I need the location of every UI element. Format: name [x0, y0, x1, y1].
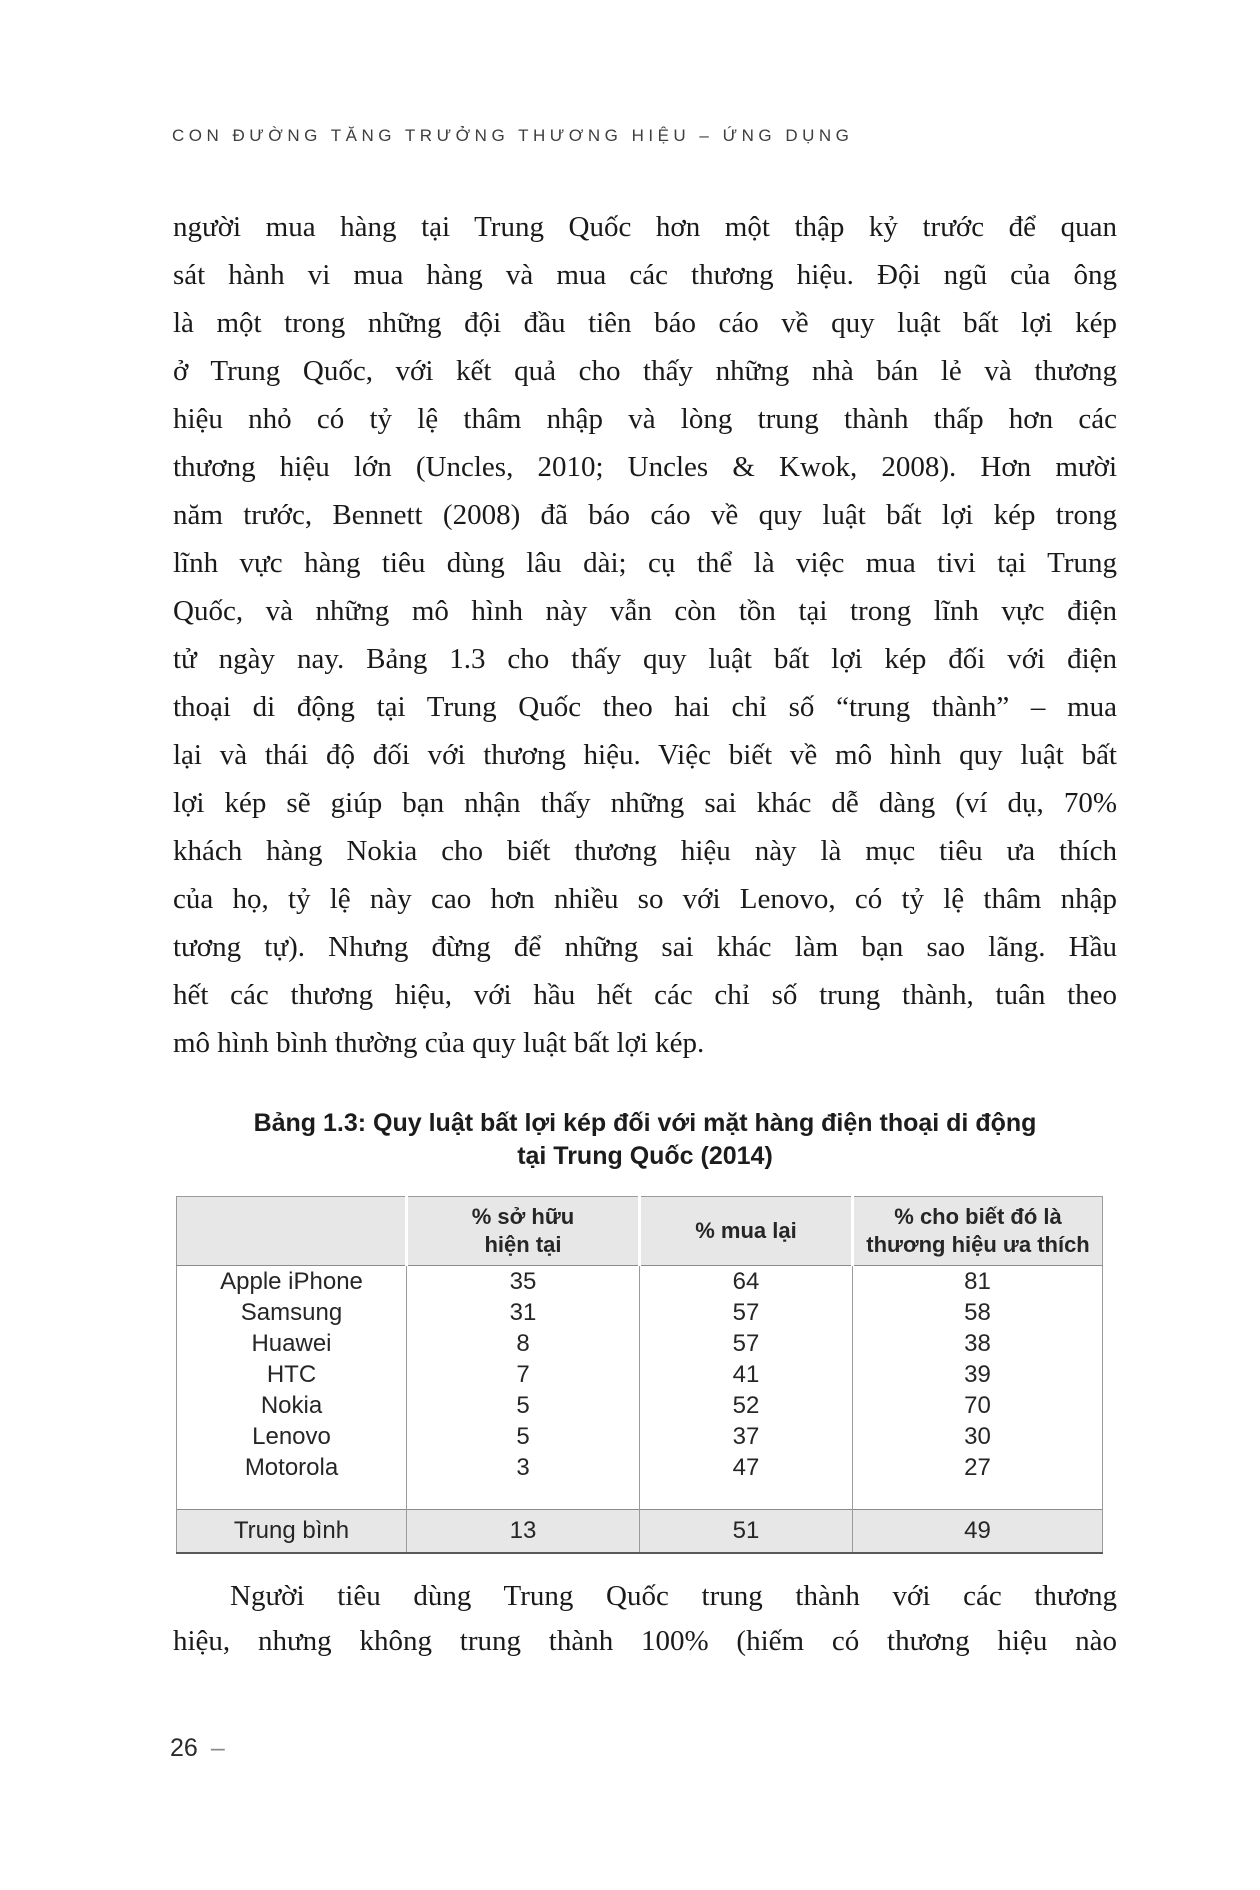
page-footer: [170, 1734, 225, 1763]
summary-repurchase-cell: 51: [640, 1510, 853, 1554]
caption-line-1: Bảng 1.3: Quy luật bất lợi kép đối với mặt hàng điện thoại di động: [253, 1109, 1037, 1137]
data-table-wrapper: [176, 1196, 1103, 1554]
ownership-value-cell: 5: [407, 1390, 640, 1421]
paragraph-line: lại và thái độ đối với thương hiệu. Việc biết về mô hình quy luật bất: [173, 739, 1117, 771]
brand-cell: Lenovo: [177, 1421, 407, 1452]
table-row: [177, 1328, 1103, 1359]
summary-favorite-cell: 49: [853, 1510, 1103, 1554]
table-row: [177, 1390, 1103, 1421]
header-favorite-line1: % cho biết đó là: [894, 1204, 1062, 1229]
table-footer-section: [177, 1483, 1103, 1553]
favorite-value-cell: 27: [853, 1452, 1103, 1483]
ownership-value-cell: 31: [407, 1297, 640, 1328]
paragraph-line: của họ, tỷ lệ này cao hơn nhiều so với Lenovo, có tỷ lệ thâm nhập: [173, 883, 1117, 915]
table-row: [177, 1421, 1103, 1452]
paragraph-line: lĩnh vực hàng tiêu dùng lâu dài; cụ thể là việc mua tivi tại Trung: [173, 547, 1117, 579]
header-repurchase-cell: [640, 1197, 853, 1266]
favorite-value-cell: 30: [853, 1421, 1103, 1452]
repurchase-value-cell: 57: [640, 1328, 853, 1359]
ownership-value-cell: 7: [407, 1359, 640, 1390]
paragraph-line: là một trong những đội đầu tiên báo cáo về quy luật bất lợi kép: [173, 307, 1117, 339]
brand-cell: HTC: [177, 1359, 407, 1390]
paragraph-line: lợi kép sẽ giúp bạn nhận thấy những sai khác dễ dàng (ví dụ, 70%: [173, 787, 1117, 819]
page-number-dash: –: [210, 1734, 225, 1762]
table-header-row: [177, 1197, 1103, 1266]
summary-ownership-cell: 13: [407, 1510, 640, 1554]
paragraph-line: hiệu, nhưng không trung thành 100% (hiếm có thương hiệu nào: [173, 1625, 1117, 1657]
running-header: CON ĐƯỜNG TĂNG TRƯỞNG THƯƠNG HIỆU – ỨNG DỤNG: [172, 126, 854, 145]
ownership-value-cell: 5: [407, 1421, 640, 1452]
paragraph-line: mô hình bình thường của quy luật bất lợi kép.: [173, 1027, 705, 1059]
table-caption: [173, 1107, 1117, 1173]
paragraph-line: tương tự). Nhưng đừng để những sai khác làm bạn sao lãng. Hầu: [173, 931, 1117, 963]
table-row: [177, 1297, 1103, 1328]
paragraph-line: Người tiêu dùng Trung Quốc trung thành với các thương: [230, 1580, 1117, 1612]
header-favorite-cell: [853, 1197, 1103, 1266]
brand-cell: Motorola: [177, 1452, 407, 1483]
data-table: [176, 1196, 1103, 1554]
page-number: 26: [170, 1734, 198, 1762]
favorite-value-cell: 38: [853, 1328, 1103, 1359]
paragraph-line: ở Trung Quốc, với kết quả cho thấy những nhà bán lẻ và thương: [173, 355, 1117, 387]
favorite-value-cell: 81: [853, 1266, 1103, 1298]
paragraph-line: thương hiệu lớn (Uncles, 2010; Uncles & Kwok, 2008). Hơn mười: [173, 451, 1117, 483]
repurchase-value-cell: 41: [640, 1359, 853, 1390]
favorite-value-cell: 39: [853, 1359, 1103, 1390]
paragraph-line: hết các thương hiệu, với hầu hết các chỉ số trung thành, tuân theo: [173, 979, 1117, 1011]
summary-row: [177, 1510, 1103, 1554]
paragraph-line: hiệu nhỏ có tỷ lệ thâm nhập và lòng trung thành thấp hơn các: [173, 403, 1117, 435]
body-paragraph: [173, 203, 1117, 1067]
repurchase-value-cell: 57: [640, 1297, 853, 1328]
paragraph-line: tử ngày nay. Bảng 1.3 cho thấy quy luật bất lợi kép đối với điện: [173, 643, 1117, 675]
favorite-value-cell: 58: [853, 1297, 1103, 1328]
continuation-paragraph: [173, 1574, 1117, 1664]
ownership-value-cell: 8: [407, 1328, 640, 1359]
paragraph-line: thoại di động tại Trung Quốc theo hai chỉ số “trung thành” – mua: [173, 691, 1117, 723]
table-row: [177, 1359, 1103, 1390]
paragraph-line: khách hàng Nokia cho biết thương hiệu này là mục tiêu ưa thích: [173, 835, 1117, 867]
header-ownership-line1: % sở hữu: [471, 1204, 575, 1229]
header-brand-cell: [177, 1197, 407, 1266]
summary-label-cell: Trung bình: [177, 1510, 407, 1554]
table-row: [177, 1452, 1103, 1483]
paragraph-line: sát hành vi mua hàng và mua các thương hiệu. Đội ngũ của ông: [173, 259, 1117, 291]
header-ownership-line2: hiện tại: [484, 1232, 562, 1257]
ownership-value-cell: 3: [407, 1452, 640, 1483]
paragraph-line: Quốc, và những mô hình này vẫn còn tồn tại trong lĩnh vực điện: [173, 595, 1117, 627]
repurchase-value-cell: 64: [640, 1266, 853, 1298]
header-favorite-line2: thương hiệu ưa thích: [866, 1232, 1090, 1257]
repurchase-value-cell: 52: [640, 1390, 853, 1421]
table-body: [177, 1266, 1103, 1484]
brand-cell: Samsung: [177, 1297, 407, 1328]
paragraph-line: người mua hàng tại Trung Quốc hơn một thập kỷ trước để quan: [173, 211, 1117, 243]
caption-line-2: tại Trung Quốc (2014): [517, 1142, 773, 1170]
brand-cell: Apple iPhone: [177, 1266, 407, 1298]
repurchase-value-cell: 47: [640, 1452, 853, 1483]
table-row: [177, 1266, 1103, 1298]
repurchase-value-cell: 37: [640, 1421, 853, 1452]
brand-cell: Nokia: [177, 1390, 407, 1421]
paragraph-line: năm trước, Bennett (2008) đã báo cáo về quy luật bất lợi kép trong: [173, 499, 1117, 531]
spacer-row: [177, 1483, 1103, 1510]
header-ownership-cell: [407, 1197, 640, 1266]
header-repurchase-line1: % mua lại: [695, 1218, 797, 1243]
favorite-value-cell: 70: [853, 1390, 1103, 1421]
ownership-value-cell: 35: [407, 1266, 640, 1298]
brand-cell: Huawei: [177, 1328, 407, 1359]
